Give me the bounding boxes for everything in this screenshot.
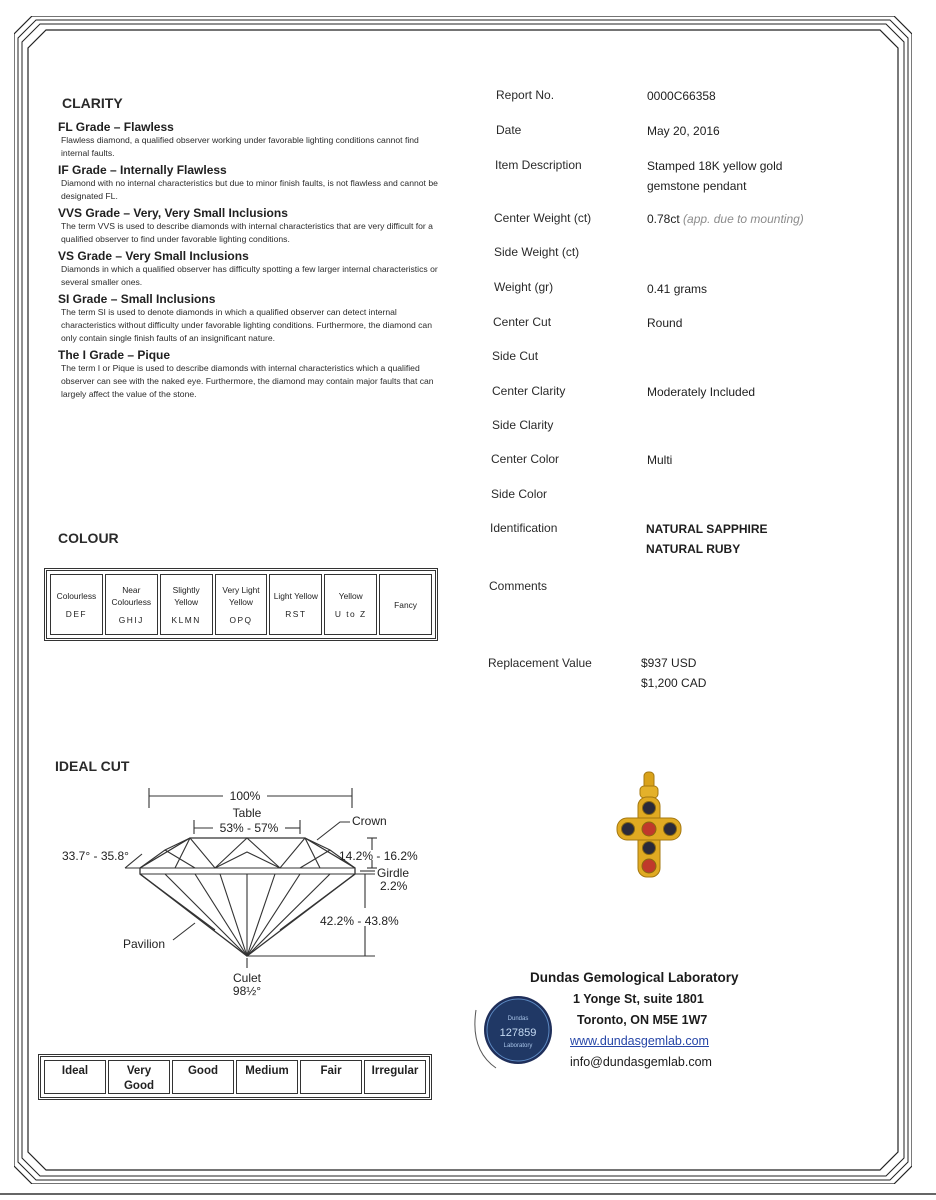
laboratory-address-line: 1 Yonge St, suite 1801 bbox=[573, 992, 704, 1006]
colour-code: DEF bbox=[65, 608, 88, 619]
table-label: Table bbox=[232, 806, 262, 820]
colour-label: Slightly Yellow bbox=[172, 584, 200, 607]
cut-grade-cell bbox=[300, 1060, 362, 1094]
table-range-label: 53% - 57% bbox=[219, 821, 279, 835]
ideal-cut-title: IDEAL CUT bbox=[55, 758, 130, 774]
clarity-grade-heading: FL Grade – Flawless bbox=[58, 120, 174, 134]
colour-code: KLMN bbox=[171, 614, 201, 625]
center-cut-value: Round bbox=[647, 316, 683, 330]
clarity-grade-heading: IF Grade – Internally Flawless bbox=[58, 163, 227, 177]
pavilion-label: Pavilion bbox=[123, 937, 166, 951]
colour-code: OPQ bbox=[229, 614, 253, 625]
seal-number: 127859 bbox=[499, 1027, 537, 1039]
center-clarity-value: Moderately Included bbox=[647, 385, 756, 399]
girdle-value-label: 2.2% bbox=[380, 879, 408, 893]
cut-grade-label: Medium bbox=[245, 1065, 289, 1077]
colour-label: Colourless bbox=[56, 590, 97, 601]
identification-line: NATURAL SAPPHIRE bbox=[646, 522, 768, 536]
colour-code: U to Z bbox=[334, 608, 367, 619]
date-label: Date bbox=[496, 123, 522, 137]
colour-label: Yellow bbox=[338, 590, 363, 601]
laboratory-name: Dundas Gemological Laboratory bbox=[530, 970, 739, 985]
laboratory-email: info@dundasgemlab.com bbox=[570, 1055, 712, 1069]
replacement-cad: $1,200 CAD bbox=[641, 676, 707, 690]
weight-value: 0.41 grams bbox=[647, 282, 708, 296]
center-weight: 0.78ct bbox=[647, 212, 680, 226]
comments-label: Comments bbox=[489, 579, 548, 593]
clarity-grade-description: The term SI is used to denote diamonds in which a qualified observer can detect internal characteristics without difficulty under favorable lighting conditions. Furthermore, the diamond can only contain single finish faults of an insignificant nature. bbox=[61, 307, 432, 343]
item-description-value bbox=[647, 156, 887, 196]
cut-grade-label: Good bbox=[187, 1065, 219, 1077]
crown-height-label: 14.2% - 16.2% bbox=[339, 849, 418, 863]
colour-code: RST bbox=[285, 608, 307, 619]
crown-angle-label: 33.7° - 35.8° bbox=[62, 849, 129, 863]
clarity-grade-description: Diamond with no internal characteristics but due to minor finish faults, is not flawless and cannot be designated FL. bbox=[61, 178, 438, 201]
identification-label: Identification bbox=[490, 521, 558, 535]
colour-label: Fancy bbox=[394, 599, 417, 610]
identification-value bbox=[646, 519, 886, 559]
svg-text:Laboratory: Laboratory bbox=[503, 1043, 533, 1049]
side-cut-label: Side Cut bbox=[492, 349, 539, 363]
item-description-line: Stamped 18K yellow gold bbox=[647, 159, 783, 173]
identification-line: NATURAL RUBY bbox=[646, 542, 741, 556]
girdle-label: Girdle bbox=[377, 866, 410, 880]
colour-cell bbox=[105, 574, 158, 635]
pendant-image bbox=[600, 770, 700, 885]
date-value: May 20, 2016 bbox=[647, 124, 720, 138]
clarity-grade-description: Diamonds in which a qualified observer has difficulty spotting a few larger internal characteristics or several smaller ones. bbox=[61, 264, 438, 287]
report-number-label: Report No. bbox=[496, 88, 555, 102]
clarity-grade-description: Flawless diamond, a qualified observer working under favorable lighting conditions cannot find internal faults. bbox=[61, 135, 419, 158]
weight-label: Weight (gr) bbox=[494, 280, 554, 294]
side-clarity-label: Side Clarity bbox=[492, 418, 554, 432]
svg-text:Dundas: Dundas bbox=[507, 1016, 529, 1022]
diamond-proportions-diagram bbox=[55, 780, 435, 1005]
colour-title: COLOUR bbox=[58, 530, 119, 546]
replacement-usd: $937 USD bbox=[641, 656, 697, 670]
center-weight-label: Center Weight (ct) bbox=[494, 211, 592, 225]
colour-label: Very Light Yellow bbox=[222, 584, 260, 607]
crown-label: Crown bbox=[352, 814, 387, 828]
side-weight-label: Side Weight (ct) bbox=[494, 245, 580, 259]
laboratory-address-line: Toronto, ON M5E 1W7 bbox=[577, 1013, 708, 1027]
clarity-title: CLARITY bbox=[62, 95, 123, 111]
clarity-grade-heading: The I Grade – Pique bbox=[58, 348, 171, 362]
cut-grade-label: Very bbox=[126, 1065, 152, 1077]
colour-cell bbox=[160, 574, 213, 635]
cut-grade-label: Good bbox=[123, 1080, 155, 1092]
center-color-label: Center Color bbox=[491, 452, 560, 466]
cut-grade-label: Fair bbox=[320, 1065, 342, 1077]
clarity-grades bbox=[58, 117, 438, 401]
colour-label: Near Colourless bbox=[111, 584, 152, 607]
width-label: 100% bbox=[229, 789, 261, 803]
center-weight-value bbox=[647, 209, 887, 229]
cut-grade-label: Ideal bbox=[61, 1065, 89, 1077]
cut-grade-cell bbox=[44, 1060, 106, 1094]
laboratory-info bbox=[530, 970, 790, 1073]
report-number-value: 0000C66358 bbox=[647, 89, 716, 103]
laboratory-website-link[interactable]: www.dundasgemlab.com bbox=[570, 1034, 709, 1048]
colour-label: Light Yellow bbox=[273, 590, 318, 601]
item-description-label: Item Description bbox=[495, 158, 582, 172]
cut-grade-table bbox=[38, 1054, 432, 1100]
center-color-value: Multi bbox=[647, 453, 673, 467]
item-description-line: gemstone pendant bbox=[647, 179, 747, 193]
replacement-value-label: Replacement Value bbox=[488, 656, 592, 670]
colour-cell bbox=[324, 574, 377, 635]
pavilion-depth-label: 42.2% - 43.8% bbox=[320, 914, 399, 928]
clarity-grade-heading: VVS Grade – Very, Very Small Inclusions bbox=[58, 206, 288, 220]
center-weight-note: (app. due to mounting) bbox=[683, 212, 804, 226]
clarity-grade-heading: VS Grade – Very Small Inclusions bbox=[58, 249, 249, 263]
culet-label: Culet bbox=[232, 971, 262, 985]
clarity-grade-description: The term VVS is used to describe diamonds with internal characteristics that are very difficult for a qualified observer to find under favorable lighting conditions. bbox=[61, 221, 433, 244]
cut-grade-cell bbox=[364, 1060, 426, 1094]
cut-grade-cell bbox=[236, 1060, 298, 1094]
clarity-grade-description: The term I or Pique is used to describe diamonds with internal characteristics which a qualified observer can see with the naked eye. Furthermore, the diamond may contain major faults that can largely affect the value of the stone. bbox=[61, 363, 434, 399]
colour-cell bbox=[215, 574, 268, 635]
colour-scale-table bbox=[44, 568, 438, 641]
side-color-label: Side Color bbox=[491, 487, 548, 501]
colour-cell bbox=[50, 574, 103, 635]
cut-grade-cell bbox=[172, 1060, 234, 1094]
center-cut-label: Center Cut bbox=[493, 315, 552, 329]
cut-grade-cell bbox=[108, 1060, 170, 1094]
clarity-grade-heading: SI Grade – Small Inclusions bbox=[58, 292, 216, 306]
page-bottom-rule bbox=[0, 1193, 936, 1195]
colour-cell bbox=[269, 574, 322, 635]
culet-value-label: 98½° bbox=[232, 984, 262, 998]
center-clarity-label: Center Clarity bbox=[492, 384, 566, 398]
colour-cell bbox=[379, 574, 432, 635]
cut-grade-label: Irregular bbox=[371, 1065, 419, 1077]
replacement-value bbox=[641, 653, 881, 693]
colour-code: GHIJ bbox=[118, 614, 144, 625]
